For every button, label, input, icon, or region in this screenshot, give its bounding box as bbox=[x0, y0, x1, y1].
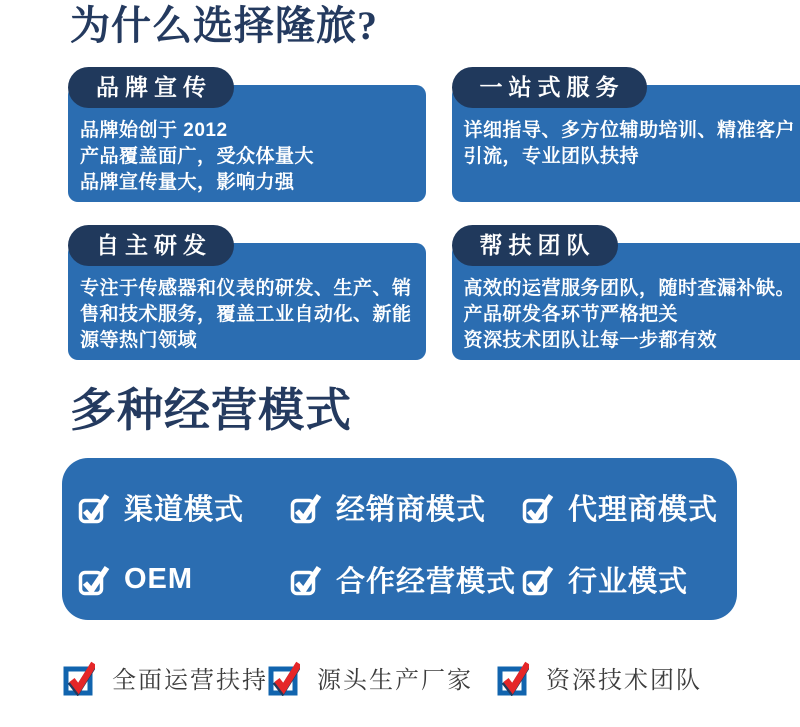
red-checkbox-icon bbox=[63, 658, 95, 696]
card-text-line: 引流，专业团队扶持 bbox=[463, 146, 640, 167]
bottom-features bbox=[63, 658, 702, 696]
model-label: 合作经营模式 bbox=[336, 565, 517, 598]
card-text-line: 品牌宣传量大，影响力强 bbox=[80, 172, 295, 193]
feature-item bbox=[497, 658, 702, 696]
feature-item bbox=[63, 658, 268, 696]
model-item bbox=[290, 487, 522, 528]
card-header-pill bbox=[452, 225, 618, 266]
model-item bbox=[78, 487, 290, 528]
checkbox-checked-icon bbox=[522, 562, 555, 597]
card-support-team bbox=[452, 225, 800, 360]
card-header-label: 一站式服务 bbox=[479, 74, 625, 100]
checkbox-checked-icon bbox=[78, 562, 111, 597]
model-label: OEM bbox=[124, 562, 194, 595]
card-text-line: 专注于传感器和仪表的研发、生产、销 bbox=[80, 278, 412, 299]
checkbox-checked-icon bbox=[522, 490, 555, 525]
section-title-business-models: 多种经营模式 bbox=[70, 385, 352, 436]
model-label: 经销商模式 bbox=[336, 493, 487, 526]
red-checkbox-icon bbox=[268, 658, 300, 696]
card-brand-promotion bbox=[68, 67, 426, 202]
card-one-stop-service bbox=[452, 67, 800, 202]
card-independent-rd bbox=[68, 225, 426, 360]
feature-label: 源头生产厂家 bbox=[317, 666, 473, 694]
card-text-line: 详细指导、多方位辅助培训、精准客户 bbox=[463, 120, 796, 141]
model-item bbox=[78, 562, 290, 597]
card-header-label: 品牌宣传 bbox=[96, 74, 212, 100]
checkbox-checked-icon bbox=[290, 562, 323, 597]
model-label: 渠道模式 bbox=[124, 493, 245, 526]
card-header-pill bbox=[452, 67, 647, 108]
red-checkbox-icon bbox=[497, 658, 529, 696]
card-text-line: 品牌始创于 2012 bbox=[80, 120, 228, 141]
model-item bbox=[290, 559, 522, 600]
models-row-1 bbox=[78, 480, 729, 534]
card-header-pill bbox=[68, 225, 234, 266]
card-text-line: 源等热门领域 bbox=[80, 330, 198, 351]
model-item bbox=[522, 559, 729, 600]
feature-item bbox=[268, 658, 497, 696]
feature-cards bbox=[68, 67, 796, 360]
card-header-label: 帮扶团队 bbox=[479, 232, 596, 258]
model-item bbox=[522, 487, 729, 528]
model-label: 行业模式 bbox=[568, 565, 689, 598]
card-text-line: 资深技术团队让每一步都有效 bbox=[463, 330, 718, 351]
checkbox-checked-icon bbox=[78, 490, 111, 525]
feature-label: 资深技术团队 bbox=[546, 666, 702, 694]
business-models-panel bbox=[62, 458, 737, 620]
page-title: 为什么选择隆旅? bbox=[70, 3, 378, 48]
card-text-line: 产品覆盖面广，受众体量大 bbox=[80, 146, 315, 167]
model-label: 代理商模式 bbox=[568, 493, 719, 526]
card-text-line: 售和技术服务，覆盖工业自动化、新能 bbox=[80, 304, 412, 325]
card-header-label: 自主研发 bbox=[96, 232, 212, 258]
feature-label: 全面运营扶持 bbox=[112, 666, 268, 694]
models-row-2 bbox=[78, 552, 729, 606]
card-text-line: 产品研发各环节严格把关 bbox=[463, 304, 679, 325]
checkbox-checked-icon bbox=[290, 490, 323, 525]
card-header-pill bbox=[68, 67, 234, 108]
card-text-line: 高效的运营服务团队，随时查漏补缺。 bbox=[463, 278, 796, 299]
